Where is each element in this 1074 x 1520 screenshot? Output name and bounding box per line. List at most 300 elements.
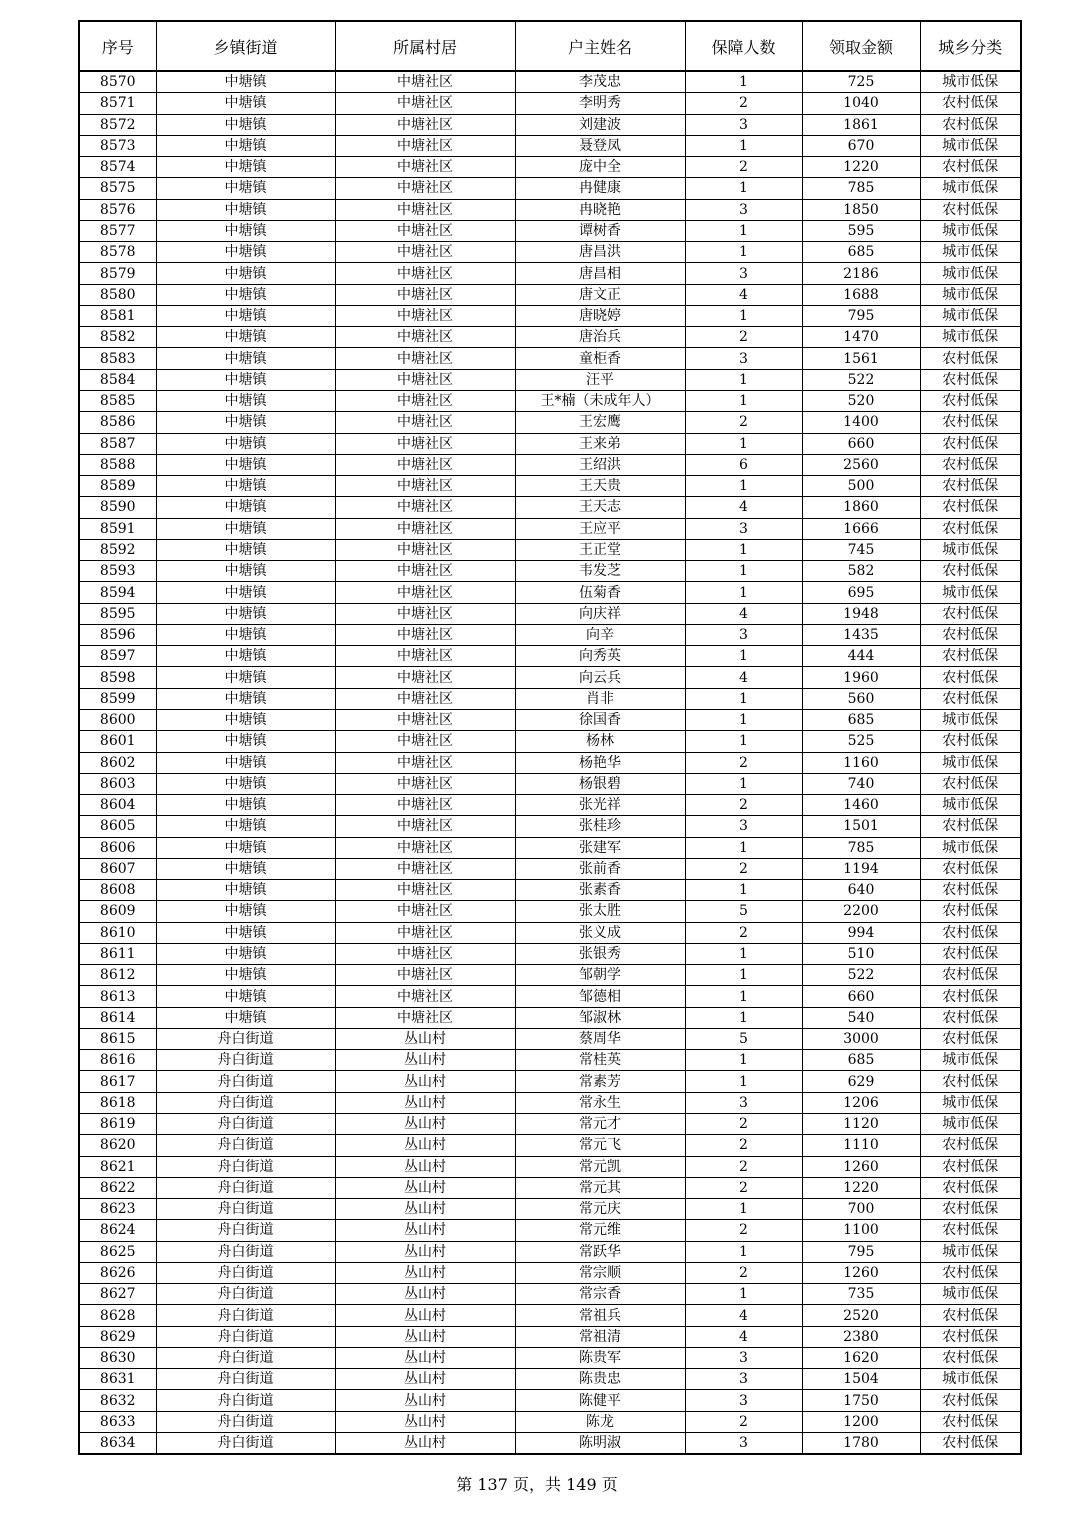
table-row	[79, 327, 1021, 348]
cell-category: 城市低保	[920, 305, 1021, 326]
cell-town: 中塘镇	[156, 965, 335, 986]
cell-serial: 8633	[79, 1411, 156, 1432]
cell-people-count: 3	[685, 1092, 802, 1113]
table-row	[79, 1284, 1021, 1305]
table-row	[79, 1135, 1021, 1156]
cell-village: 中塘社区	[335, 433, 515, 454]
header-row	[79, 21, 1021, 71]
cell-category: 农村低保	[920, 1199, 1021, 1220]
cell-category: 农村低保	[920, 114, 1021, 135]
cell-serial: 8590	[79, 497, 156, 518]
cell-village: 中塘社区	[335, 497, 515, 518]
cell-village: 丛山村	[335, 1220, 515, 1241]
cell-householder: 常跃华	[515, 1241, 685, 1262]
cell-householder: 常祖清	[515, 1326, 685, 1347]
table-row	[79, 1433, 1021, 1455]
cell-serial: 8571	[79, 93, 156, 114]
header-category: 城乡分类	[920, 21, 1021, 71]
table-row	[79, 454, 1021, 475]
cell-householder: 常元凯	[515, 1156, 685, 1177]
cell-serial: 8587	[79, 433, 156, 454]
cell-village: 中塘社区	[335, 880, 515, 901]
cell-amount: 522	[802, 369, 920, 390]
cell-category: 农村低保	[920, 731, 1021, 752]
table-row	[79, 1092, 1021, 1113]
cell-serial: 8577	[79, 220, 156, 241]
cell-serial: 8631	[79, 1369, 156, 1390]
cell-category: 城市低保	[920, 1114, 1021, 1135]
cell-people-count: 1	[685, 1007, 802, 1028]
table-row	[79, 816, 1021, 837]
cell-people-count: 2	[685, 93, 802, 114]
table-row	[79, 157, 1021, 178]
cell-people-count: 1	[685, 305, 802, 326]
cell-serial: 8602	[79, 752, 156, 773]
table-row	[79, 390, 1021, 411]
cell-serial: 8626	[79, 1262, 156, 1283]
cell-serial: 8607	[79, 858, 156, 879]
cell-category: 农村低保	[920, 1028, 1021, 1049]
cell-serial: 8598	[79, 667, 156, 688]
cell-village: 丛山村	[335, 1433, 515, 1455]
cell-amount: 670	[802, 135, 920, 156]
cell-amount: 795	[802, 305, 920, 326]
cell-people-count: 3	[685, 518, 802, 539]
cell-village: 中塘社区	[335, 369, 515, 390]
cell-householder: 常桂英	[515, 1050, 685, 1071]
cell-householder: 张素香	[515, 880, 685, 901]
cell-amount: 1200	[802, 1411, 920, 1432]
cell-people-count: 1	[685, 561, 802, 582]
cell-amount: 1435	[802, 624, 920, 645]
cell-amount: 1860	[802, 497, 920, 518]
cell-town: 舟白街道	[156, 1390, 335, 1411]
cell-householder: 唐文正	[515, 284, 685, 305]
table-row	[79, 667, 1021, 688]
cell-category: 农村低保	[920, 1390, 1021, 1411]
cell-town: 舟白街道	[156, 1071, 335, 1092]
cell-householder: 张义成	[515, 922, 685, 943]
cell-serial: 8610	[79, 922, 156, 943]
cell-amount: 1504	[802, 1369, 920, 1390]
cell-category: 农村低保	[920, 773, 1021, 794]
cell-people-count: 4	[685, 1305, 802, 1326]
cell-amount: 522	[802, 965, 920, 986]
cell-householder: 陈贵军	[515, 1347, 685, 1368]
cell-people-count: 2	[685, 752, 802, 773]
table-row	[79, 582, 1021, 603]
cell-people-count: 1	[685, 433, 802, 454]
cell-people-count: 3	[685, 1347, 802, 1368]
cell-village: 中塘社区	[335, 199, 515, 220]
cell-householder: 冉健康	[515, 178, 685, 199]
cell-town: 中塘镇	[156, 688, 335, 709]
table-row	[79, 1177, 1021, 1198]
cell-village: 丛山村	[335, 1156, 515, 1177]
cell-people-count: 1	[685, 369, 802, 390]
cell-amount: 740	[802, 773, 920, 794]
cell-householder: 向秀英	[515, 646, 685, 667]
cell-people-count: 4	[685, 667, 802, 688]
cell-amount: 582	[802, 561, 920, 582]
cell-category: 农村低保	[920, 454, 1021, 475]
table-row	[79, 858, 1021, 879]
cell-householder: 常元维	[515, 1220, 685, 1241]
cell-village: 中塘社区	[335, 476, 515, 497]
cell-category: 农村低保	[920, 1177, 1021, 1198]
table-row	[79, 1007, 1021, 1028]
cell-village: 中塘社区	[335, 242, 515, 263]
cell-category: 农村低保	[920, 199, 1021, 220]
cell-amount: 685	[802, 1050, 920, 1071]
cell-village: 中塘社区	[335, 1007, 515, 1028]
cell-town: 舟白街道	[156, 1262, 335, 1283]
cell-serial: 8595	[79, 603, 156, 624]
cell-village: 中塘社区	[335, 454, 515, 475]
cell-people-count: 2	[685, 1156, 802, 1177]
cell-town: 中塘镇	[156, 858, 335, 879]
cell-amount: 660	[802, 986, 920, 1007]
cell-serial: 8616	[79, 1050, 156, 1071]
table-row	[79, 1220, 1021, 1241]
cell-amount: 1220	[802, 157, 920, 178]
cell-town: 中塘镇	[156, 752, 335, 773]
cell-amount: 685	[802, 242, 920, 263]
cell-serial: 8581	[79, 305, 156, 326]
table-row	[79, 263, 1021, 284]
table-row	[79, 795, 1021, 816]
cell-village: 中塘社区	[335, 561, 515, 582]
cell-amount: 2560	[802, 454, 920, 475]
cell-category: 城市低保	[920, 1241, 1021, 1262]
cell-householder: 王绍洪	[515, 454, 685, 475]
cell-category: 农村低保	[920, 1305, 1021, 1326]
cell-village: 丛山村	[335, 1092, 515, 1113]
cell-category: 农村低保	[920, 1411, 1021, 1432]
cell-householder: 刘建波	[515, 114, 685, 135]
cell-people-count: 3	[685, 199, 802, 220]
cell-amount: 520	[802, 390, 920, 411]
cell-amount: 994	[802, 922, 920, 943]
cell-town: 中塘镇	[156, 603, 335, 624]
cell-people-count: 3	[685, 624, 802, 645]
cell-people-count: 6	[685, 454, 802, 475]
cell-serial: 8622	[79, 1177, 156, 1198]
cell-amount: 640	[802, 880, 920, 901]
cell-town: 中塘镇	[156, 178, 335, 199]
cell-category: 农村低保	[920, 1007, 1021, 1028]
cell-category: 农村低保	[920, 965, 1021, 986]
cell-householder: 邹朝学	[515, 965, 685, 986]
cell-serial: 8603	[79, 773, 156, 794]
table-row	[79, 731, 1021, 752]
table-row	[79, 369, 1021, 390]
cell-householder: 张光祥	[515, 795, 685, 816]
cell-householder: 王天志	[515, 497, 685, 518]
cell-householder: 唐昌相	[515, 263, 685, 284]
cell-serial: 8584	[79, 369, 156, 390]
cell-serial: 8574	[79, 157, 156, 178]
cell-householder: 陈健平	[515, 1390, 685, 1411]
cell-householder: 庞中全	[515, 157, 685, 178]
table-row	[79, 986, 1021, 1007]
cell-serial: 8608	[79, 880, 156, 901]
cell-village: 丛山村	[335, 1369, 515, 1390]
cell-town: 中塘镇	[156, 71, 335, 93]
cell-householder: 谭树香	[515, 220, 685, 241]
cell-people-count: 4	[685, 497, 802, 518]
cell-serial: 8594	[79, 582, 156, 603]
table-row	[79, 1199, 1021, 1220]
cell-category: 城市低保	[920, 1092, 1021, 1113]
cell-serial: 8576	[79, 199, 156, 220]
table-row	[79, 412, 1021, 433]
cell-serial: 8634	[79, 1433, 156, 1455]
cell-serial: 8623	[79, 1199, 156, 1220]
table-row	[79, 1071, 1021, 1092]
cell-amount: 510	[802, 943, 920, 964]
cell-people-count: 1	[685, 71, 802, 93]
cell-category: 农村低保	[920, 1156, 1021, 1177]
table-row	[79, 1369, 1021, 1390]
cell-householder: 陈明淑	[515, 1433, 685, 1455]
cell-amount: 2380	[802, 1326, 920, 1347]
cell-serial: 8588	[79, 454, 156, 475]
cell-category: 城市低保	[920, 284, 1021, 305]
cell-category: 农村低保	[920, 624, 1021, 645]
cell-people-count: 1	[685, 135, 802, 156]
cell-serial: 8618	[79, 1092, 156, 1113]
cell-people-count: 1	[685, 390, 802, 411]
cell-category: 农村低保	[920, 603, 1021, 624]
cell-amount: 1850	[802, 199, 920, 220]
cell-category: 农村低保	[920, 1326, 1021, 1347]
cell-serial: 8592	[79, 539, 156, 560]
cell-amount: 745	[802, 539, 920, 560]
cell-village: 中塘社区	[335, 624, 515, 645]
cell-amount: 685	[802, 709, 920, 730]
cell-category: 城市低保	[920, 1284, 1021, 1305]
page-number: 第 137 页，共 149 页	[456, 1475, 618, 1494]
cell-village: 中塘社区	[335, 220, 515, 241]
cell-people-count: 4	[685, 284, 802, 305]
cell-town: 中塘镇	[156, 369, 335, 390]
cell-serial: 8621	[79, 1156, 156, 1177]
cell-amount: 1960	[802, 667, 920, 688]
cell-town: 中塘镇	[156, 539, 335, 560]
cell-serial: 8596	[79, 624, 156, 645]
cell-serial: 8620	[79, 1135, 156, 1156]
cell-category: 城市低保	[920, 1050, 1021, 1071]
cell-serial: 8614	[79, 1007, 156, 1028]
cell-town: 中塘镇	[156, 646, 335, 667]
header-amount: 领取金额	[802, 21, 920, 71]
cell-amount: 444	[802, 646, 920, 667]
table-row	[79, 1156, 1021, 1177]
cell-householder: 张银秀	[515, 943, 685, 964]
table-row	[79, 1305, 1021, 1326]
cell-village: 中塘社区	[335, 922, 515, 943]
cell-town: 舟白街道	[156, 1220, 335, 1241]
cell-town: 中塘镇	[156, 348, 335, 369]
cell-village: 中塘社区	[335, 795, 515, 816]
cell-town: 舟白街道	[156, 1114, 335, 1135]
cell-village: 中塘社区	[335, 858, 515, 879]
cell-town: 舟白街道	[156, 1028, 335, 1049]
cell-village: 中塘社区	[335, 305, 515, 326]
cell-amount: 1861	[802, 114, 920, 135]
low-income-table	[78, 20, 1022, 1455]
cell-village: 中塘社区	[335, 390, 515, 411]
cell-village: 丛山村	[335, 1326, 515, 1347]
cell-amount: 1220	[802, 1177, 920, 1198]
table-row	[79, 1326, 1021, 1347]
cell-serial: 8573	[79, 135, 156, 156]
cell-householder: 常祖兵	[515, 1305, 685, 1326]
cell-people-count: 3	[685, 816, 802, 837]
cell-householder: 李明秀	[515, 93, 685, 114]
cell-town: 中塘镇	[156, 901, 335, 922]
cell-householder: 汪平	[515, 369, 685, 390]
cell-category: 农村低保	[920, 369, 1021, 390]
cell-people-count: 5	[685, 901, 802, 922]
cell-people-count: 5	[685, 1028, 802, 1049]
cell-category: 城市低保	[920, 752, 1021, 773]
cell-category: 城市低保	[920, 135, 1021, 156]
cell-householder: 唐治兵	[515, 327, 685, 348]
cell-people-count: 4	[685, 603, 802, 624]
cell-serial: 8586	[79, 412, 156, 433]
cell-amount: 1460	[802, 795, 920, 816]
cell-people-count: 1	[685, 1071, 802, 1092]
table-row	[79, 539, 1021, 560]
cell-householder: 王来弟	[515, 433, 685, 454]
cell-category: 农村低保	[920, 646, 1021, 667]
cell-town: 中塘镇	[156, 497, 335, 518]
cell-householder: 杨林	[515, 731, 685, 752]
cell-serial: 8611	[79, 943, 156, 964]
cell-householder: 李茂忠	[515, 71, 685, 93]
cell-category: 农村低保	[920, 986, 1021, 1007]
cell-village: 丛山村	[335, 1199, 515, 1220]
cell-householder: 肖非	[515, 688, 685, 709]
cell-town: 中塘镇	[156, 284, 335, 305]
cell-amount: 695	[802, 582, 920, 603]
cell-village: 中塘社区	[335, 157, 515, 178]
cell-serial: 8628	[79, 1305, 156, 1326]
cell-people-count: 1	[685, 965, 802, 986]
cell-category: 农村低保	[920, 943, 1021, 964]
cell-town: 中塘镇	[156, 518, 335, 539]
header-serial: 序号	[79, 21, 156, 71]
cell-town: 中塘镇	[156, 327, 335, 348]
cell-village: 中塘社区	[335, 667, 515, 688]
table-row	[79, 178, 1021, 199]
cell-householder: 王宏鹰	[515, 412, 685, 433]
cell-householder: 唐晓婷	[515, 305, 685, 326]
cell-serial: 8591	[79, 518, 156, 539]
cell-serial: 8625	[79, 1241, 156, 1262]
cell-people-count: 2	[685, 1135, 802, 1156]
cell-village: 丛山村	[335, 1390, 515, 1411]
cell-village: 中塘社区	[335, 986, 515, 1007]
cell-town: 中塘镇	[156, 1007, 335, 1028]
cell-people-count: 1	[685, 943, 802, 964]
cell-householder: 童柜香	[515, 348, 685, 369]
cell-householder: 徐国香	[515, 709, 685, 730]
cell-town: 中塘镇	[156, 709, 335, 730]
table-row	[79, 199, 1021, 220]
cell-householder: 邹淑林	[515, 1007, 685, 1028]
cell-amount: 1666	[802, 518, 920, 539]
cell-village: 中塘社区	[335, 263, 515, 284]
cell-village: 丛山村	[335, 1411, 515, 1432]
cell-amount: 785	[802, 178, 920, 199]
cell-people-count: 2	[685, 412, 802, 433]
cell-category: 农村低保	[920, 518, 1021, 539]
cell-people-count: 3	[685, 1433, 802, 1455]
cell-amount: 1206	[802, 1092, 920, 1113]
cell-category: 城市低保	[920, 242, 1021, 263]
table-row	[79, 476, 1021, 497]
cell-amount: 1501	[802, 816, 920, 837]
cell-village: 中塘社区	[335, 582, 515, 603]
cell-category: 城市低保	[920, 709, 1021, 730]
cell-village: 中塘社区	[335, 412, 515, 433]
cell-householder: 张前香	[515, 858, 685, 879]
cell-people-count: 1	[685, 646, 802, 667]
cell-town: 舟白街道	[156, 1347, 335, 1368]
cell-serial: 8630	[79, 1347, 156, 1368]
cell-people-count: 2	[685, 327, 802, 348]
table-row	[79, 603, 1021, 624]
cell-category: 城市低保	[920, 539, 1021, 560]
table-body	[79, 71, 1021, 1454]
cell-town: 中塘镇	[156, 837, 335, 858]
cell-householder: 常宗顺	[515, 1262, 685, 1283]
cell-amount: 1100	[802, 1220, 920, 1241]
cell-category: 农村低保	[920, 157, 1021, 178]
cell-amount: 1688	[802, 284, 920, 305]
cell-people-count: 1	[685, 986, 802, 1007]
cell-serial: 8589	[79, 476, 156, 497]
cell-amount: 1040	[802, 93, 920, 114]
cell-people-count: 1	[685, 1241, 802, 1262]
table-row	[79, 71, 1021, 93]
cell-people-count: 1	[685, 688, 802, 709]
cell-town: 中塘镇	[156, 305, 335, 326]
header-people-count: 保障人数	[685, 21, 802, 71]
cell-category: 农村低保	[920, 348, 1021, 369]
cell-people-count: 3	[685, 114, 802, 135]
cell-amount: 560	[802, 688, 920, 709]
cell-town: 中塘镇	[156, 412, 335, 433]
cell-village: 丛山村	[335, 1177, 515, 1198]
header-householder: 户主姓名	[515, 21, 685, 71]
cell-amount: 1260	[802, 1156, 920, 1177]
cell-people-count: 1	[685, 837, 802, 858]
cell-amount: 1620	[802, 1347, 920, 1368]
cell-village: 中塘社区	[335, 646, 515, 667]
cell-serial: 8570	[79, 71, 156, 93]
table-row	[79, 1114, 1021, 1135]
cell-householder: 杨艳华	[515, 752, 685, 773]
cell-serial: 8575	[79, 178, 156, 199]
cell-serial: 8619	[79, 1114, 156, 1135]
cell-amount: 1120	[802, 1114, 920, 1135]
cell-town: 舟白街道	[156, 1369, 335, 1390]
cell-amount: 1194	[802, 858, 920, 879]
